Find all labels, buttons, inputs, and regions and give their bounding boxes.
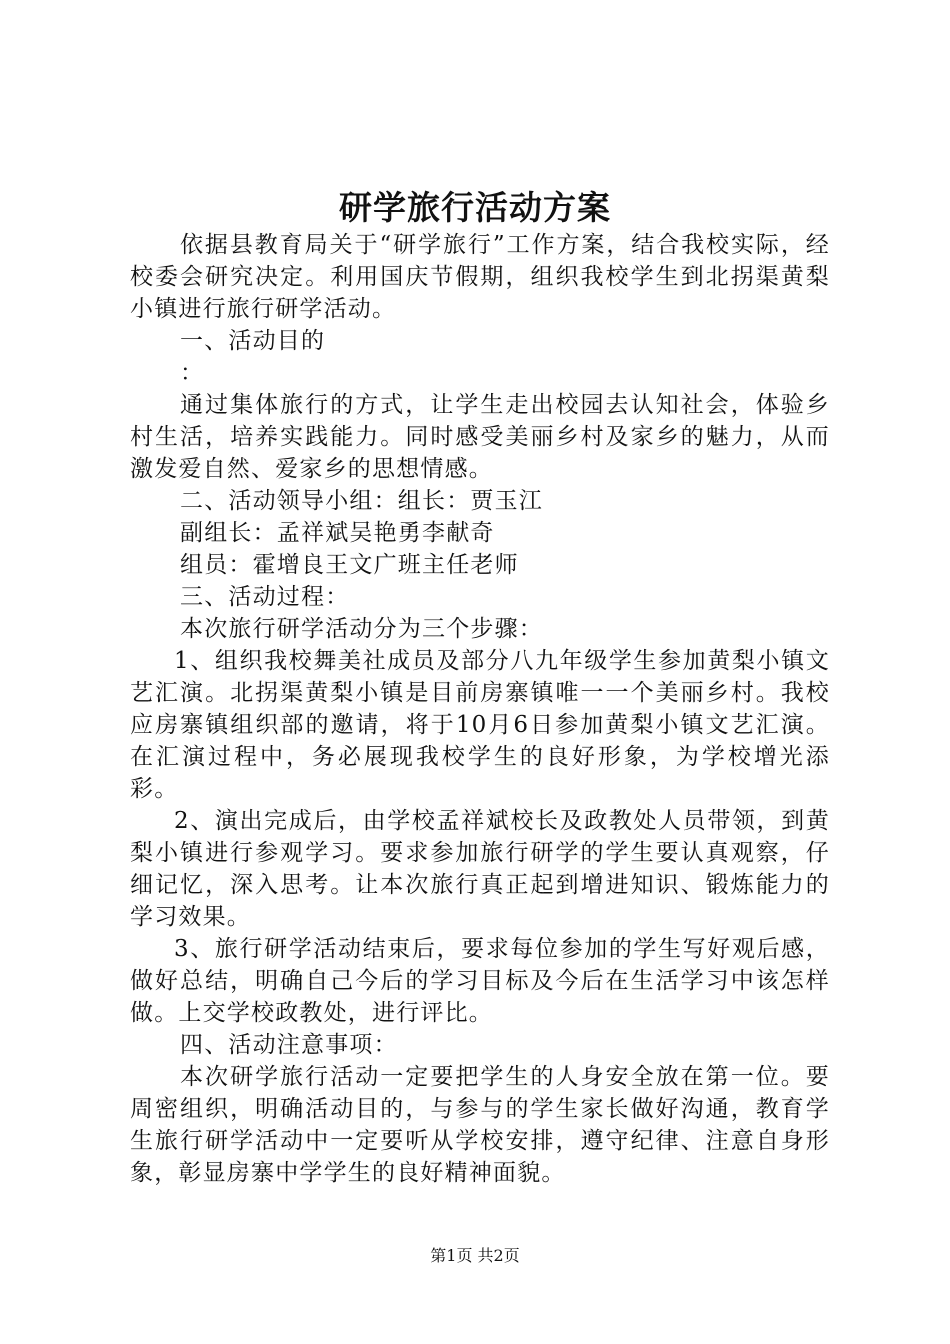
colon-line: ：	[180, 360, 205, 386]
section-heading-purpose: 一、活动目的	[180, 328, 326, 354]
purpose-paragraph: 通过集体旅行的方式，让学生走出校园去认知社会，体验乡村生活，培养实践能力。同时感受美丽乡村及家乡的魅力，从而激发爱自然、爱家乡的思想情感。	[130, 392, 830, 482]
members-line: 组员：霍增良王文广班主任老师	[180, 552, 519, 578]
notes-paragraph: 本次研学旅行活动一定要把学生的人身安全放在第一位。要周密组织，明确活动目的，与参与的学生家长做好沟通，教育学生旅行研学活动中一定要听从学校安排，遵守纪律、注意自身形象，彰显房寨中学学生的良好精神面貌。	[130, 1064, 830, 1186]
deputy-leaders-line: 副组长：孟祥斌吴艳勇李献奇	[180, 520, 495, 546]
step-3-paragraph: 3、旅行研学活动结束后，要求每位参加的学生写好观后感，做好总结，明确自己今后的学习目标及今后在生活学习中该怎样做。上交学校政教处，进行评比。	[130, 936, 830, 1026]
step-1-paragraph: 1、组织我校舞美社成员及部分八九年级学生参加黄梨小镇文艺汇演。北拐渠黄梨小镇是目前房寨镇唯一一个美丽乡村。我校应房寨镇组织部的邀请，将于10月6日参加黄梨小镇文艺汇演。在汇演过程中，务必展现我校学生的良好形象，为学校增光添彩。	[130, 648, 830, 802]
document-body	[130, 229, 830, 1189]
process-intro: 本次旅行研学活动分为三个步骤：	[180, 616, 543, 642]
intro-paragraph: 依据县教育局关于“研学旅行”工作方案，结合我校实际，经校委会研究决定。利用国庆节假期，组织我校学生到北拐渠黄梨小镇进行旅行研学活动。	[130, 232, 830, 322]
step-2-paragraph: 2、演出完成后，由学校孟祥斌校长及政教处人员带领，到黄梨小镇进行参观学习。要求参加旅行研学的学生要认真观察，仔细记忆，深入思考。让本次旅行真正起到增进知识、锻炼能力的学习效果。	[130, 808, 830, 930]
section-heading-leadership: 二、活动领导小组：组长：贾玉江	[180, 488, 543, 514]
section-heading-notes: 四、活动注意事项：	[180, 1032, 398, 1058]
section-heading-process: 三、活动过程：	[180, 584, 350, 610]
document-title: 研学旅行活动方案	[339, 188, 611, 227]
page-footer: 第1页 共2页	[430, 1246, 520, 1265]
